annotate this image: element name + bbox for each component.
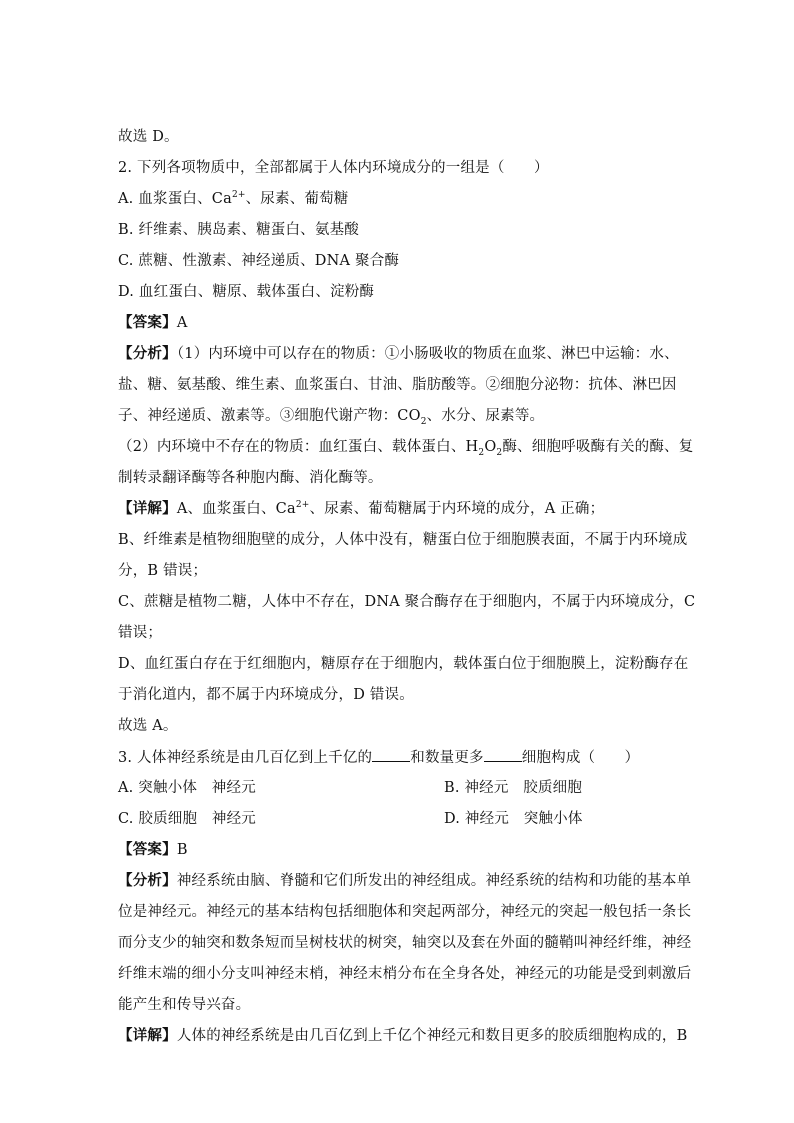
q2-analysis-3-text: 子、神经递质、激素等。③细胞代谢产物：CO: [118, 408, 421, 424]
q3-stem-part3: 细胞构成（ ）: [521, 750, 640, 766]
q3-blank-2: [484, 747, 522, 762]
q3-analysis-3: 而分支少的轴突和数条短而呈树枝状的树突，轴突以及套在外面的髓鞘叫神经纤维，神经: [118, 935, 692, 951]
q2-detail-3: 分，B 错误；: [118, 563, 208, 579]
q2-option-d: D. 血红蛋白、糖原、载体蛋白、淀粉酶: [118, 284, 375, 300]
q2-analysis-tag: 【分析】: [118, 345, 177, 362]
q2-detail-4: C、蔗糖是植物二糖，人体中不存在，DNA 聚合酶存在于细胞内，不属于内环境成分，C: [118, 594, 696, 610]
q3-option-c: C. 胶质细胞 神经元: [118, 811, 256, 827]
q2-answer: [118, 313, 187, 333]
q2-analysis-1-text: （1）内环境中可以存在的物质：①小肠吸收的物质在血浆、淋巴中运输：水、: [176, 346, 679, 362]
q2-option-c: C. 蔗糖、性激素、神经递质、DNA 聚合酶: [118, 253, 400, 269]
q2-analysis-2: 盐、糖、氨基酸、维生素、血浆蛋白、甘油、脂肪酸等。②细胞分泌物：抗体、淋巴因: [118, 377, 677, 393]
q2-analysis-4-sub2: 2: [496, 447, 503, 458]
q2-analysis-3: [118, 406, 544, 426]
q2-detail-1-sup: 2+: [295, 500, 310, 511]
q3-stem-part1: 3. 人体神经系统是由几百亿到上千亿的: [118, 750, 373, 766]
q3-analysis-4: 纤维末端的细小分支叫神经末梢，神经末梢分布在全身各处，神经元的功能是受到刺激后: [118, 966, 692, 982]
q3-analysis-2: 位是神经元。神经元的基本结构包括细胞体和突起两部分，神经元的突起一般包括一条长: [118, 904, 692, 920]
q2-analysis-4-text2: 酶、细胞呼吸酶有关的酶、复: [502, 439, 694, 455]
q2-answer-tag: 【答案】: [118, 314, 177, 331]
q2-option-a-sup: 2+: [231, 190, 246, 201]
q3-stem-part2: 和数量更多: [410, 750, 484, 766]
q3-analysis-1-text: 神经系统由脑、脊髓和它们所发出的神经组成。神经系统的结构和功能的基本单: [176, 873, 692, 889]
q2-detail-6: D、血红蛋白存在于红细胞内，糖原存在于细胞内，载体蛋白位于细胞膜上，淀粉酶存在: [118, 656, 689, 672]
q2-option-a-text2: 、尿素、葡萄糖: [245, 191, 349, 207]
q3-answer-tag: 【答案】: [118, 841, 177, 858]
q2-answer-value: A: [176, 315, 188, 331]
q2-analysis-5: 制转录翻译酶等各种胞内酶、消化酶等。: [118, 470, 383, 486]
prev-conclusion: 故选 D。: [118, 129, 179, 145]
q2-analysis-4-sub1: 2: [478, 447, 485, 458]
q2-detail-7: 于消化道内，都不属于内环境成分，D 错误。: [118, 687, 414, 703]
q3-option-b: B. 神经元 胶质细胞: [444, 780, 583, 796]
q3-option-a: A. 突触小体 神经元: [118, 780, 256, 796]
q2-detail-2: B、纤维素是植物细胞壁的成分，人体中没有，糖蛋白位于细胞膜表面，不属于内环境成: [118, 532, 688, 548]
q2-analysis-4-mid: O: [484, 439, 497, 455]
q3-stem: [118, 747, 639, 768]
q2-detail-1-text: A、血浆蛋白、Ca: [176, 501, 296, 517]
q3-blank-1: [372, 747, 410, 762]
q2-analysis-4: [118, 437, 694, 458]
q3-detail-1: [118, 1026, 688, 1046]
q3-detail-tag: 【详解】: [118, 1027, 177, 1044]
q2-option-b: B. 纤维素、胰岛素、糖蛋白、氨基酸: [118, 222, 359, 238]
q2-analysis-4-text: （2）内环境中不存在的物质：血红蛋白、载体蛋白、H: [118, 439, 479, 455]
q3-option-d: D. 神经元 突触小体: [444, 811, 583, 827]
q2-option-a: [118, 189, 349, 209]
q2-detail-1: [118, 499, 604, 519]
q2-analysis-1: [118, 344, 679, 364]
q2-conclusion: 故选 A。: [118, 718, 178, 734]
q3-analysis-1: [118, 871, 692, 891]
q2-analysis-3-text2: 、水分、尿素等。: [426, 408, 545, 424]
q3-analysis-5: 能产生和传导兴奋。: [118, 997, 251, 1013]
q2-stem: 2. 下列各项物质中，全部都属于人体内环境成分的一组是（ ）: [118, 160, 549, 176]
q3-analysis-tag: 【分析】: [118, 872, 177, 889]
q3-detail-1-text: 人体的神经系统是由几百亿到上千亿个神经元和数目更多的胶质细胞构成的，B: [176, 1028, 688, 1044]
q3-answer: [118, 840, 188, 860]
q2-detail-1-text2: 、尿素、葡萄糖属于内环境的成分，A 正确；: [309, 501, 605, 517]
q2-option-a-text: A. 血浆蛋白、Ca: [118, 191, 232, 207]
q2-detail-5: 错误；: [118, 625, 163, 641]
q2-detail-tag: 【详解】: [118, 500, 177, 517]
q3-answer-value: B: [176, 842, 188, 858]
q2-analysis-3-sub: 2: [420, 416, 427, 427]
